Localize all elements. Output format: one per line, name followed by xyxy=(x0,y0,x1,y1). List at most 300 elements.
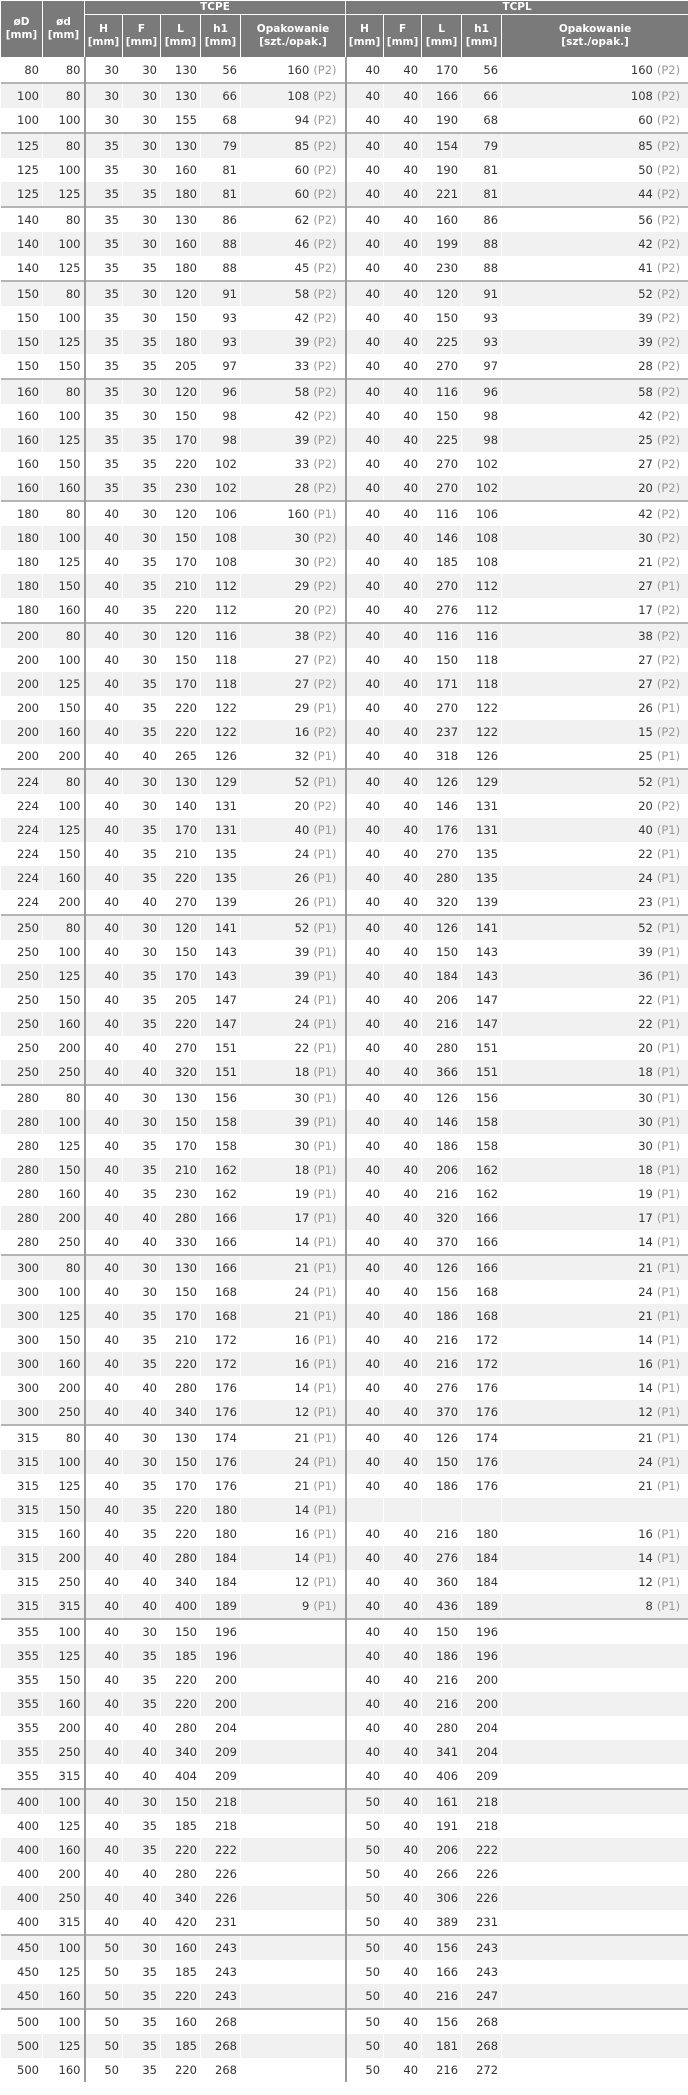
cell-tcpl-f: 40 xyxy=(384,890,422,915)
packaging-code: (P2) xyxy=(313,89,337,103)
cell-tcpl-h1: 112 xyxy=(462,574,502,598)
cell-tcpl-packaging: 20 (P2) xyxy=(502,794,688,818)
cell-inner-diameter: 150 xyxy=(43,696,85,720)
cell-tcpl-f: 40 xyxy=(384,1935,422,1960)
packaging-code: (P1) xyxy=(656,1139,681,1153)
cell-tcpe-h: 50 xyxy=(85,2058,123,2082)
cell-tcpl-packaging xyxy=(502,1984,688,2009)
cell-tcpl-l: 360 xyxy=(422,1570,462,1594)
cell-tcpe-h1: 268 xyxy=(201,2009,241,2034)
cell-tcpe-f: 30 xyxy=(123,1280,161,1304)
cell-tcpe-packaging: 20 (P2) xyxy=(241,598,346,623)
cell-outer-diameter: 315 xyxy=(1,1450,43,1474)
cell-outer-diameter: 140 xyxy=(1,232,43,256)
cell-tcpl-f: 40 xyxy=(384,1012,422,1036)
table-row xyxy=(1,1474,688,1498)
cell-tcpe-h1: 118 xyxy=(201,648,241,672)
cell-tcpe-packaging xyxy=(241,1789,346,1814)
cell-tcpe-h: 40 xyxy=(85,550,123,574)
cell-tcpl-h1: 174 xyxy=(462,1425,502,1450)
cell-outer-diameter: 280 xyxy=(1,1085,43,1110)
cell-tcpe-h: 40 xyxy=(85,1474,123,1498)
cell-tcpe-h1: 176 xyxy=(201,1400,241,1425)
cell-tcpl-h1: 122 xyxy=(462,720,502,744)
packaging-code: (P2) xyxy=(656,409,681,423)
cell-tcpe-packaging: 24 (P1) xyxy=(241,842,346,866)
cell-tcpe-f: 30 xyxy=(123,1450,161,1474)
cell-tcpe-f: 35 xyxy=(123,1692,161,1716)
cell-tcpe-packaging: 39 (P2) xyxy=(241,330,346,354)
table-row xyxy=(1,1644,688,1668)
cell-tcpl-packaging: 25 (P1) xyxy=(502,744,688,769)
cell-tcpe-l: 160 xyxy=(161,1935,201,1960)
cell-tcpl-h: 40 xyxy=(346,1764,384,1789)
cell-tcpl-packaging: 30 (P1) xyxy=(502,1110,688,1134)
cell-tcpe-h: 40 xyxy=(85,1838,123,1862)
cell-tcpl-packaging: 160 (P2) xyxy=(502,58,688,84)
packaging-code: (P1) xyxy=(313,1235,337,1249)
cell-tcpl-f: 40 xyxy=(384,232,422,256)
cell-tcpl-packaging: 27 (P2) xyxy=(502,672,688,696)
cell-tcpl-h: 40 xyxy=(346,550,384,574)
cell-tcpe-l: 205 xyxy=(161,988,201,1012)
cell-tcpl-h1: 91 xyxy=(462,281,502,306)
cell-tcpl-f: 40 xyxy=(384,866,422,890)
header-tcpe-packaging: Opakowanie [szt./opak.] xyxy=(241,15,346,58)
cell-tcpe-f: 35 xyxy=(123,1838,161,1862)
packaging-code: (P1) xyxy=(656,1163,681,1177)
cell-tcpl-packaging: 16 (P1) xyxy=(502,1352,688,1376)
cell-inner-diameter: 200 xyxy=(43,1376,85,1400)
cell-tcpe-h: 40 xyxy=(85,1886,123,1910)
cell-inner-diameter: 250 xyxy=(43,1740,85,1764)
packaging-code: (P2) xyxy=(313,113,337,127)
cell-tcpe-l: 150 xyxy=(161,940,201,964)
cell-outer-diameter: 80 xyxy=(1,58,43,84)
packaging-code: (P2) xyxy=(656,507,681,521)
cell-tcpl-l: 186 xyxy=(422,1474,462,1498)
table-row xyxy=(1,1280,688,1304)
cell-tcpe-h1: 268 xyxy=(201,2034,241,2058)
cell-tcpe-f: 30 xyxy=(123,1085,161,1110)
cell-tcpe-packaging: 45 (P2) xyxy=(241,256,346,281)
cell-outer-diameter: 180 xyxy=(1,501,43,526)
cell-tcpl-l: 216 xyxy=(422,1692,462,1716)
cell-tcpe-f: 30 xyxy=(123,306,161,330)
cell-inner-diameter: 160 xyxy=(43,1984,85,2009)
packaging-code: (P2) xyxy=(656,311,681,325)
cell-tcpe-h: 40 xyxy=(85,1570,123,1594)
cell-tcpe-f: 35 xyxy=(123,842,161,866)
table-row xyxy=(1,1546,688,1570)
cell-tcpl-h1: 126 xyxy=(462,744,502,769)
cell-tcpe-packaging: 26 (P1) xyxy=(241,890,346,915)
cell-tcpe-h: 35 xyxy=(85,428,123,452)
cell-tcpe-h: 40 xyxy=(85,1644,123,1668)
cell-inner-diameter: 150 xyxy=(43,988,85,1012)
packaging-code: (P2) xyxy=(313,579,337,593)
cell-tcpe-l: 210 xyxy=(161,574,201,598)
cell-tcpl-l: 216 xyxy=(422,1522,462,1546)
packaging-code: (P2) xyxy=(313,555,337,569)
packaging-code: (P2) xyxy=(313,629,337,643)
cell-outer-diameter: 224 xyxy=(1,890,43,915)
packaging-code: (P1) xyxy=(656,871,681,885)
cell-tcpe-l: 210 xyxy=(161,842,201,866)
cell-tcpl-l: 116 xyxy=(422,501,462,526)
cell-tcpe-f: 35 xyxy=(123,1182,161,1206)
cell-tcpl-l: 126 xyxy=(422,915,462,940)
cell-outer-diameter: 180 xyxy=(1,550,43,574)
cell-inner-diameter: 125 xyxy=(43,818,85,842)
cell-tcpl-packaging: 36 (P1) xyxy=(502,964,688,988)
packaging-code: (P1) xyxy=(313,847,337,861)
cell-tcpe-h1: 231 xyxy=(201,1910,241,1935)
cell-tcpe-f: 35 xyxy=(123,1352,161,1376)
packaging-code: (P2) xyxy=(656,677,681,691)
cell-outer-diameter: 200 xyxy=(1,744,43,769)
cell-tcpl-l: 186 xyxy=(422,1134,462,1158)
packaging-code: (P2) xyxy=(656,385,681,399)
cell-tcpe-l: 220 xyxy=(161,1352,201,1376)
cell-tcpl-h: 40 xyxy=(346,744,384,769)
packaging-code: (P2) xyxy=(313,139,337,153)
packaging-code: (P1) xyxy=(656,1599,681,1613)
cell-tcpe-h1: 204 xyxy=(201,1716,241,1740)
cell-tcpl-h: 40 xyxy=(346,1740,384,1764)
cell-tcpl-h1: 204 xyxy=(462,1740,502,1764)
cell-tcpl-f: 40 xyxy=(384,794,422,818)
cell-tcpl-h: 40 xyxy=(346,330,384,354)
cell-tcpe-h: 40 xyxy=(85,501,123,526)
cell-tcpe-packaging xyxy=(241,1910,346,1935)
cell-tcpe-h1: 222 xyxy=(201,1838,241,1862)
header-tcpl-h1: h1 [mm] xyxy=(462,15,502,58)
cell-tcpl-h: 40 xyxy=(346,306,384,330)
packaging-code: (P1) xyxy=(656,993,681,1007)
packaging-code: (P2) xyxy=(656,433,681,447)
cell-tcpl-h: 40 xyxy=(346,207,384,232)
cell-tcpl-h1: 143 xyxy=(462,940,502,964)
table-row xyxy=(1,818,688,842)
cell-tcpe-f: 30 xyxy=(123,58,161,84)
cell-tcpe-f: 35 xyxy=(123,354,161,379)
cell-tcpl-l: 126 xyxy=(422,1085,462,1110)
cell-tcpe-h1: 122 xyxy=(201,696,241,720)
cell-inner-diameter: 80 xyxy=(43,83,85,108)
cell-tcpe-h1: 174 xyxy=(201,1425,241,1450)
cell-tcpe-f: 30 xyxy=(123,207,161,232)
cell-tcpe-h1: 131 xyxy=(201,818,241,842)
cell-tcpl-h: 40 xyxy=(346,1352,384,1376)
cell-tcpe-h: 50 xyxy=(85,1935,123,1960)
packaging-code: (P1) xyxy=(313,1333,337,1347)
table-row xyxy=(1,988,688,1012)
cell-outer-diameter: 250 xyxy=(1,1036,43,1060)
cell-tcpe-f: 30 xyxy=(123,1255,161,1280)
table-row xyxy=(1,1328,688,1352)
cell-tcpl-h1: 204 xyxy=(462,1716,502,1740)
cell-tcpe-h: 40 xyxy=(85,794,123,818)
cell-tcpe-h1: 122 xyxy=(201,720,241,744)
cell-inner-diameter: 100 xyxy=(43,794,85,818)
cell-tcpl-h: 50 xyxy=(346,1838,384,1862)
cell-inner-diameter: 250 xyxy=(43,1886,85,1910)
cell-tcpl-h1: 200 xyxy=(462,1692,502,1716)
cell-tcpe-packaging: 27 (P2) xyxy=(241,672,346,696)
cell-inner-diameter: 200 xyxy=(43,1546,85,1570)
cell-tcpe-l: 150 xyxy=(161,404,201,428)
table-row xyxy=(1,1085,688,1110)
cell-tcpe-h1: 86 xyxy=(201,207,241,232)
cell-tcpl-packaging xyxy=(502,1619,688,1644)
cell-tcpe-l: 230 xyxy=(161,1182,201,1206)
packaging-code: (P1) xyxy=(656,1235,681,1249)
cell-tcpe-l: 220 xyxy=(161,866,201,890)
cell-tcpe-l: 160 xyxy=(161,2009,201,2034)
cell-inner-diameter: 150 xyxy=(43,354,85,379)
cell-tcpe-packaging: 160 (P2) xyxy=(241,58,346,84)
cell-inner-diameter: 200 xyxy=(43,1862,85,1886)
cell-tcpl-h: 50 xyxy=(346,2034,384,2058)
table-row xyxy=(1,1060,688,1085)
cell-tcpl-l: 276 xyxy=(422,598,462,623)
cell-tcpe-h: 40 xyxy=(85,1352,123,1376)
cell-inner-diameter: 250 xyxy=(43,1400,85,1425)
cell-tcpl-l xyxy=(422,1498,462,1522)
cell-tcpe-l: 220 xyxy=(161,1668,201,1692)
cell-tcpl-h: 40 xyxy=(346,842,384,866)
cell-tcpe-f: 35 xyxy=(123,428,161,452)
cell-tcpl-l: 370 xyxy=(422,1400,462,1425)
table-row xyxy=(1,842,688,866)
cell-tcpl-f: 40 xyxy=(384,915,422,940)
cell-tcpl-l: 161 xyxy=(422,1789,462,1814)
table-row xyxy=(1,182,688,207)
cell-tcpl-h: 40 xyxy=(346,1060,384,1085)
cell-tcpe-l: 340 xyxy=(161,1740,201,1764)
cell-tcpe-f: 35 xyxy=(123,696,161,720)
cell-tcpl-h: 40 xyxy=(346,404,384,428)
cell-tcpl-l: 186 xyxy=(422,1304,462,1328)
packaging-code: (P1) xyxy=(656,1261,681,1275)
cell-tcpl-l: 320 xyxy=(422,1206,462,1230)
cell-tcpe-l: 185 xyxy=(161,1814,201,1838)
cell-tcpl-l: 150 xyxy=(422,648,462,672)
cell-tcpl-l: 406 xyxy=(422,1764,462,1789)
cell-tcpl-f: 40 xyxy=(384,501,422,526)
cell-tcpl-h: 40 xyxy=(346,1376,384,1400)
cell-tcpe-f: 30 xyxy=(123,501,161,526)
cell-outer-diameter: 280 xyxy=(1,1158,43,1182)
cell-tcpe-h1: 126 xyxy=(201,744,241,769)
table-row xyxy=(1,476,688,501)
cell-outer-diameter: 315 xyxy=(1,1425,43,1450)
cell-tcpl-l: 150 xyxy=(422,1450,462,1474)
cell-inner-diameter: 100 xyxy=(43,1619,85,1644)
cell-inner-diameter: 80 xyxy=(43,623,85,648)
cell-tcpl-packaging xyxy=(502,1692,688,1716)
cell-outer-diameter: 180 xyxy=(1,598,43,623)
cell-tcpe-packaging: 33 (P2) xyxy=(241,452,346,476)
packaging-code: (P1) xyxy=(656,1115,681,1129)
cell-tcpl-h: 40 xyxy=(346,1716,384,1740)
cell-tcpl-h1: 168 xyxy=(462,1304,502,1328)
cell-tcpe-h1: 112 xyxy=(201,574,241,598)
cell-tcpe-h: 40 xyxy=(85,1400,123,1425)
cell-tcpl-l: 270 xyxy=(422,354,462,379)
header-tcpl-packaging: Opakowanie [szt./opak.] xyxy=(502,15,688,58)
packaging-code: (P1) xyxy=(313,895,337,909)
cell-tcpl-h1: 147 xyxy=(462,988,502,1012)
cell-tcpl-h1: 209 xyxy=(462,1764,502,1789)
cell-tcpe-f: 30 xyxy=(123,379,161,404)
cell-tcpl-packaging: 41 (P2) xyxy=(502,256,688,281)
packaging-code: (P2) xyxy=(656,629,681,643)
table-row xyxy=(1,83,688,108)
cell-tcpe-l: 120 xyxy=(161,623,201,648)
cell-tcpe-l: 205 xyxy=(161,354,201,379)
cell-tcpl-h1: 158 xyxy=(462,1134,502,1158)
cell-tcpe-h: 40 xyxy=(85,1134,123,1158)
cell-tcpl-l: 156 xyxy=(422,1935,462,1960)
table-row xyxy=(1,2009,688,2034)
cell-tcpl-h: 50 xyxy=(346,1886,384,1910)
cell-tcpl-packaging xyxy=(502,1838,688,1862)
cell-tcpe-l: 280 xyxy=(161,1206,201,1230)
cell-tcpl-f: 40 xyxy=(384,1400,422,1425)
packaging-code: (P1) xyxy=(313,507,337,521)
cell-tcpe-h1: 116 xyxy=(201,623,241,648)
cell-tcpl-l: 199 xyxy=(422,232,462,256)
cell-tcpl-h1: 243 xyxy=(462,1960,502,1984)
cell-tcpe-f: 35 xyxy=(123,1668,161,1692)
cell-tcpl-packaging: 39 (P1) xyxy=(502,940,688,964)
cell-tcpe-h: 40 xyxy=(85,890,123,915)
cell-tcpl-h1: 231 xyxy=(462,1910,502,1935)
cell-tcpe-f: 30 xyxy=(123,158,161,182)
cell-tcpl-f: 40 xyxy=(384,574,422,598)
cell-inner-diameter: 160 xyxy=(43,1692,85,1716)
cell-tcpl-l: 341 xyxy=(422,1740,462,1764)
cell-outer-diameter: 280 xyxy=(1,1182,43,1206)
cell-tcpl-h1: 166 xyxy=(462,1255,502,1280)
cell-tcpe-packaging: 24 (P1) xyxy=(241,1450,346,1474)
packaging-code: (P2) xyxy=(656,457,681,471)
cell-tcpl-packaging: 52 (P1) xyxy=(502,915,688,940)
table-row xyxy=(1,672,688,696)
cell-tcpl-l: 270 xyxy=(422,696,462,720)
cell-tcpl-f: 40 xyxy=(384,452,422,476)
cell-tcpe-h1: 226 xyxy=(201,1886,241,1910)
cell-tcpe-l: 150 xyxy=(161,1450,201,1474)
cell-tcpl-h: 40 xyxy=(346,794,384,818)
header-tcpl-h: H [mm] xyxy=(346,15,384,58)
cell-tcpl-l: 190 xyxy=(422,108,462,133)
cell-tcpe-h: 35 xyxy=(85,281,123,306)
cell-tcpl-h1: 151 xyxy=(462,1036,502,1060)
cell-inner-diameter: 125 xyxy=(43,182,85,207)
cell-tcpl-h: 40 xyxy=(346,1668,384,1692)
packaging-code: (P1) xyxy=(313,1261,337,1275)
cell-tcpe-h1: 108 xyxy=(201,526,241,550)
cell-tcpl-h: 50 xyxy=(346,1814,384,1838)
cell-tcpe-h: 40 xyxy=(85,598,123,623)
cell-tcpe-l: 220 xyxy=(161,452,201,476)
cell-tcpl-f: 40 xyxy=(384,1182,422,1206)
cell-tcpl-h1: 166 xyxy=(462,1230,502,1255)
packaging-code: (P1) xyxy=(313,969,337,983)
packaging-code: (P1) xyxy=(313,1309,337,1323)
cell-tcpe-packaging: 21 (P1) xyxy=(241,1255,346,1280)
cell-tcpl-f: 40 xyxy=(384,330,422,354)
cell-tcpe-l: 130 xyxy=(161,207,201,232)
cell-tcpl-f: 40 xyxy=(384,598,422,623)
cell-tcpl-f: 40 xyxy=(384,1838,422,1862)
packaging-code: (P1) xyxy=(313,1479,337,1493)
cell-tcpl-l: 150 xyxy=(422,1619,462,1644)
cell-tcpe-h: 40 xyxy=(85,1036,123,1060)
cell-inner-diameter: 125 xyxy=(43,1474,85,1498)
cell-inner-diameter: 150 xyxy=(43,1328,85,1352)
packaging-code: (P2) xyxy=(313,63,337,77)
cell-tcpe-packaging: 42 (P2) xyxy=(241,306,346,330)
cell-tcpe-packaging: 52 (P1) xyxy=(241,915,346,940)
cell-tcpl-f: 40 xyxy=(384,1886,422,1910)
cell-tcpl-l: 146 xyxy=(422,526,462,550)
cell-tcpl-f: 40 xyxy=(384,550,422,574)
cell-tcpl-h1: 180 xyxy=(462,1522,502,1546)
cell-inner-diameter: 100 xyxy=(43,1110,85,1134)
cell-tcpe-packaging: 33 (P2) xyxy=(241,354,346,379)
cell-tcpe-h1: 158 xyxy=(201,1110,241,1134)
cell-tcpe-f: 40 xyxy=(123,1716,161,1740)
cell-tcpl-h: 40 xyxy=(346,1644,384,1668)
cell-tcpe-h1: 226 xyxy=(201,1862,241,1886)
cell-outer-diameter: 250 xyxy=(1,988,43,1012)
table-row xyxy=(1,281,688,306)
cell-tcpe-f: 30 xyxy=(123,1619,161,1644)
cell-tcpl-packaging: 30 (P2) xyxy=(502,526,688,550)
packaging-code: (P2) xyxy=(313,213,337,227)
cell-tcpe-h: 40 xyxy=(85,1450,123,1474)
cell-tcpl-h1: 88 xyxy=(462,232,502,256)
cell-tcpl-h: 40 xyxy=(346,1134,384,1158)
cell-tcpe-f: 35 xyxy=(123,574,161,598)
table-row xyxy=(1,744,688,769)
cell-tcpl-h1: 141 xyxy=(462,915,502,940)
cell-tcpl-h1: 139 xyxy=(462,890,502,915)
cell-tcpe-h: 35 xyxy=(85,158,123,182)
cell-tcpl-packaging: 40 (P1) xyxy=(502,818,688,842)
cell-inner-diameter: 315 xyxy=(43,1910,85,1935)
cell-tcpe-h1: 189 xyxy=(201,1594,241,1619)
packaging-code: (P2) xyxy=(313,187,337,201)
packaging-code: (P1) xyxy=(313,823,337,837)
table-row xyxy=(1,1814,688,1838)
cell-tcpl-f: 40 xyxy=(384,1764,422,1789)
cell-tcpl-h: 40 xyxy=(346,1546,384,1570)
cell-tcpe-packaging: 94 (P2) xyxy=(241,108,346,133)
cell-tcpe-packaging: 28 (P2) xyxy=(241,476,346,501)
cell-tcpe-h1: 93 xyxy=(201,330,241,354)
cell-tcpe-l: 220 xyxy=(161,720,201,744)
cell-tcpl-packaging: 20 (P2) xyxy=(502,476,688,501)
cell-tcpe-h1: 168 xyxy=(201,1280,241,1304)
cell-tcpe-h: 35 xyxy=(85,404,123,428)
cell-tcpl-h: 40 xyxy=(346,1692,384,1716)
cell-tcpl-l: 276 xyxy=(422,1376,462,1400)
